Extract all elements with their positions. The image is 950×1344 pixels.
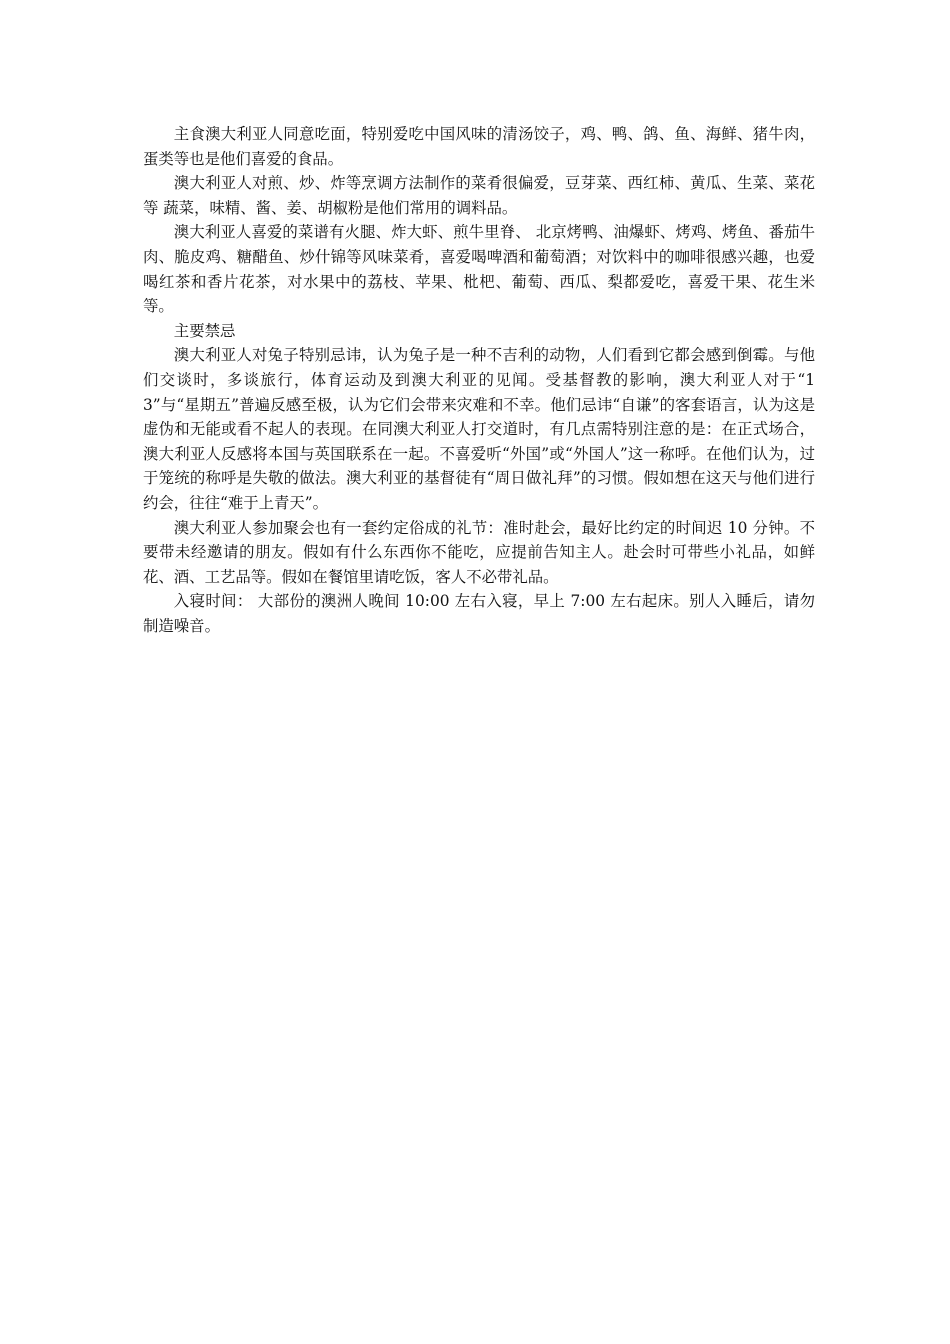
paragraph-favorite-dishes: 澳大利亚人喜爱的菜谱有火腿、炸大虾、煎牛里脊、 北京烤鸭、油爆虾、烤鸡、烤鱼、番茄牛肉、脆皮鸡、糖醋鱼、炒什锦等风味菜肴，喜爱喝啤酒和葡萄酒；对饮料中的咖啡很感兴趣，也爱喝红茶和香片花茶，对水果中的荔枝、苹果、枇杷、葡萄、西瓜、梨都爱吃，喜爱干果、花生米等。 bbox=[143, 223, 815, 316]
paragraph-staple-food: 主食澳大利亚人同意吃面，特别爱吃中国风味的清汤饺子，鸡、鸭、鸽、鱼、海鲜、猪牛肉，蛋类等也是他们喜爱的食品。 bbox=[143, 125, 815, 168]
paragraph-party-etiquette: 澳大利亚人参加聚会也有一套约定俗成的礼节：准时赴会，最好比约定的时间迟 10 分钟。不要带未经邀请的朋友。假如有什么东西你不能吃，应提前告知主人。赴会时可带些小礼品，如鲜花、酒、工艺品等。假如在餐馆里请吃饭，客人不必带礼品。 bbox=[143, 518, 815, 586]
paragraph-cooking-methods: 澳大利亚人对煎、炒、炸等烹调方法制作的菜肴很偏爱，豆芽菜、西红柿、黄瓜、生菜、菜花等 蔬菜，味精、酱、姜、胡椒粉是他们常用的调料品。 bbox=[143, 174, 815, 217]
document-body bbox=[143, 122, 815, 638]
paragraph-bedtime: 入寝时间： 大部份的澳洲人晚间 10:00 左右入寝，早上 7:00 左右起床。别人入睡后，请勿制造噪音。 bbox=[143, 592, 815, 635]
section-heading-taboos: 主要禁忌 bbox=[173, 321, 236, 340]
paragraph-taboos: 澳大利亚人对兔子特别忌讳，认为兔子是一种不吉利的动物，人们看到它都会感到倒霉。与他们交谈时，多谈旅行，体育运动及到澳大利亚的见闻。受基督教的影响，澳大利亚人对于“13”与“星期五”普遍反感至极，认为它们会带来灾难和不幸。他们忌讳“自谦”的客套语言，认为这是虚伪和无能或看不起人的表现。在同澳大利亚人打交道时，有几点需特别注意的是：在正式场合，澳大利亚人反感将本国与英国联系在一起。不喜爱听“外国”或“外国人”这一称呼。在他们认为，过于笼统的称呼是失敬的做法。澳大利亚的基督徒有“周日做礼拜”的习惯。假如想在这天与他们进行约会，往往“难于上青天”。 bbox=[143, 346, 815, 512]
